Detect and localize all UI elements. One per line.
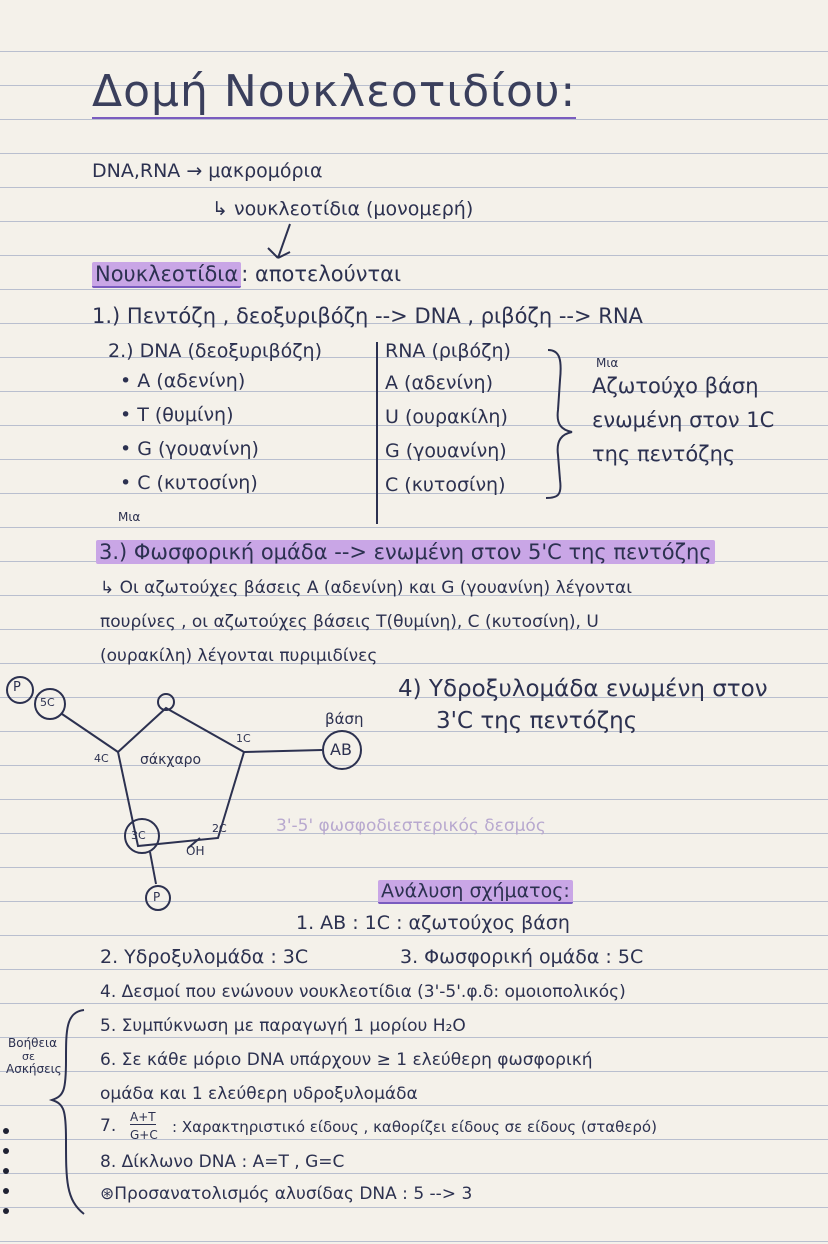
- nucleotides-heading-highlight: Νουκλεοτίδια: [92, 262, 241, 288]
- point-3-sub-line: πουρίνες , οι αζωτούχες βάσεις T(θυμίνη), C (κυτοσίνη), U: [100, 612, 599, 632]
- down-arrow-icon: [268, 224, 290, 258]
- diagram-base: AB: [330, 740, 352, 759]
- dna-base: • C (κυτοσίνη): [120, 472, 258, 494]
- diagram-sugar-label: σάκχαρο: [140, 752, 202, 768]
- brace: [546, 350, 572, 498]
- fraction-bottom: G+C: [130, 1128, 158, 1142]
- analysis-item: 1. AB : 1C : αζωτούχος βάση: [296, 912, 570, 934]
- mia-note: Μια: [118, 510, 141, 524]
- diagram-c2: 2C: [212, 822, 227, 835]
- diagram-base-word: βάση: [325, 710, 364, 728]
- nucleotides-heading-rest: : αποτελούνται: [241, 262, 402, 286]
- rna-base: C (κυτοσίνη): [385, 474, 506, 496]
- analysis-item: ομάδα και 1 ελεύθερη υδροξυλομάδα: [100, 1084, 418, 1104]
- analysis-item: 3. Φωσφορική ομάδα : 5C: [400, 946, 644, 968]
- fraction-top: A+T: [130, 1110, 156, 1124]
- brace-note-line: Αζωτούχο βάση: [592, 374, 759, 398]
- diagram-c4: 4C: [94, 752, 109, 765]
- rna-label: RNA (ριβόζη): [385, 340, 511, 362]
- brace-note-line: της πεντόζης: [592, 442, 736, 466]
- diagram-c3: 3C: [131, 829, 146, 842]
- point-3-sub-line: (ουρακίλη) λέγονται πυριμιδίνες: [100, 646, 378, 666]
- analysis-item: 2. Υδροξυλομάδα : 3C: [100, 946, 309, 968]
- side-note-line: Βοήθεια: [8, 1036, 57, 1050]
- rna-base: U (ουρακίλη): [385, 406, 508, 428]
- rna-base: G (γουανίνη): [385, 440, 507, 462]
- brace-note-line: ενωμένη στον 1C: [592, 408, 775, 432]
- point-2-dna-label: 2.) DNA (δεοξυριβόζη): [108, 340, 323, 362]
- diagram-c1: 1C: [236, 732, 251, 745]
- diagram-p-bottom: P: [153, 890, 161, 904]
- page-title: Δομή Νουκλεοτιδίου:: [92, 66, 577, 117]
- side-note-line: σε: [22, 1050, 35, 1063]
- point-4-line: 3'C της πεντόζης: [436, 708, 638, 734]
- analysis-item: 4. Δεσμοί που ενώνουν νουκλεοτίδια (3'-5'.φ.δ: ομοιοπολικός): [100, 982, 626, 1002]
- point-3-sub-line: ↳ Οι αζωτούχες βάσεις A (αδενίνη) και G (γουανίνη) λέγονται: [100, 578, 632, 598]
- analysis-item: 8. Δίκλωνο DNA : A=T , G=C: [100, 1152, 345, 1172]
- dna-base: • G (γουανίνη): [120, 438, 259, 460]
- analysis-item-7-num: 7.: [100, 1116, 117, 1136]
- dna-base: • A (αδενίνη): [120, 370, 246, 392]
- point-3-text: 3.) Φωσφορική ομάδα --> ενωμένη στον 5'C της πεντόζης: [96, 540, 715, 564]
- analysis-item: 5. Συμπύκνωση με παραγωγή 1 μορίου H₂O: [100, 1016, 466, 1036]
- analysis-item-7-text: : Χαρακτηριστικό είδους , καθορίζει είδους σε είδους (σταθερό): [172, 1118, 657, 1136]
- analysis-item: 6. Σε κάθε μόριο DNA υπάρχουν ≥ 1 ελεύθερη φωσφορική: [100, 1050, 593, 1070]
- intro-line-2: ↳ νουκλεοτίδια (μονομερή): [212, 198, 474, 220]
- dna-base: • T (θυμίνη): [120, 404, 234, 426]
- analysis-heading-highlight: Ανάλυση σχήματος:: [378, 880, 573, 904]
- analysis-heading: [378, 880, 573, 902]
- point-4-line: 4) Υδροξυλομάδα ενωμένη στον: [398, 676, 768, 702]
- side-note-line: Ασκήσεις: [6, 1062, 62, 1076]
- bond-text: 3'-5' φωσφοδιεστερικός δεσμός: [276, 816, 546, 836]
- point-1: 1.) Πεντόζη , δεοξυριβόζη --> DNA , ριβόζη --> RNA: [92, 304, 643, 328]
- diagram-c5: 5C: [40, 696, 55, 709]
- mia-note: Μια: [596, 356, 619, 370]
- rna-base: A (αδενίνη): [385, 372, 493, 394]
- diagram-p-top: P: [13, 680, 21, 695]
- analysis-item: ⊛Προσανατολισμός αλυσίδας DNA : 5 --> 3: [100, 1184, 473, 1204]
- diagram-oh: OH: [186, 844, 205, 858]
- intro-line-1: DNA,RNA → μακρομόρια: [92, 160, 323, 182]
